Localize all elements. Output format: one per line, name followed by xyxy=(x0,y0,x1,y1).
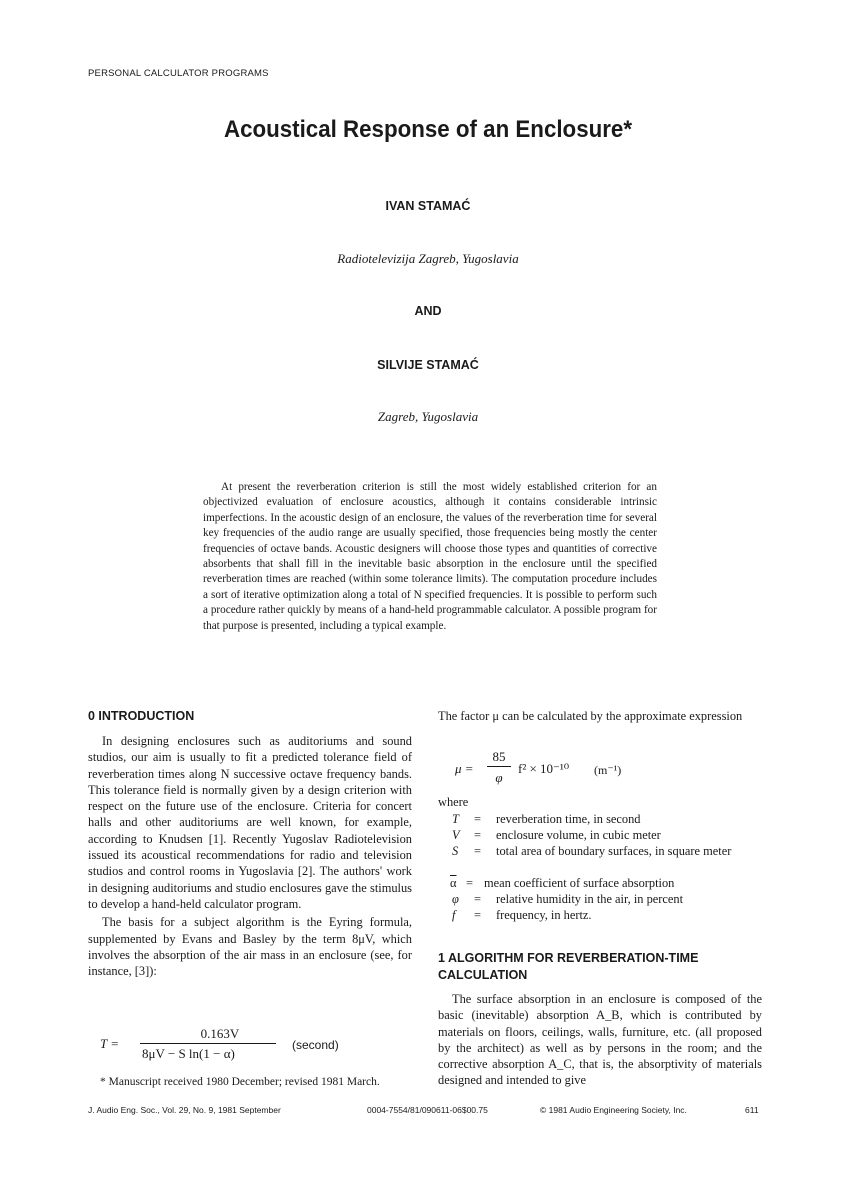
eyring-equation-lhs: T = xyxy=(100,1036,120,1051)
definition-symbol: $\overline{\alpha}$ xyxy=(450,876,457,890)
definition-equals: = xyxy=(474,812,481,826)
mu-equation-rhs: f² × 10⁻¹⁰ xyxy=(518,761,570,776)
definition-equals: = xyxy=(474,844,481,858)
definition-symbol: f xyxy=(452,908,456,922)
footer-journal: J. Audio Eng. Soc., Vol. 29, No. 9, 1981 September xyxy=(88,1105,281,1115)
mu-equation-numerator: 85 xyxy=(492,749,506,764)
definition-text: mean coefficient of surface absorption xyxy=(484,876,675,890)
page-number: 611 xyxy=(745,1105,759,1115)
definition-text: relative humidity in the air, in percent xyxy=(496,892,684,906)
mu-equation-unit: (m⁻¹) xyxy=(594,763,622,777)
definition-symbol: T xyxy=(452,812,459,826)
mu-fraction-line xyxy=(487,766,511,767)
section-heading-algorithm xyxy=(438,950,698,984)
algorithm-paragraph-1: The surface absorption in an enclosure is composed of the basic (inevitable) absorption A_B, which is contributed by materials on floors, ceilings, walls, furniture, etc. (all proposed by the architect) as well as by persons in the room; and the corrective absorption A_C, that is, the absorptivity of materials designed and intended to give xyxy=(438,992,762,1088)
author-affiliation-1: Radiotelevizija Zagreb, Yugoslavia xyxy=(337,251,519,266)
section-heading-introduction: 0 INTRODUCTION xyxy=(88,709,195,723)
definition-text: total area of boundary surfaces, in square meter xyxy=(496,844,732,858)
article-title: Acoustical Response of an Enclosure* xyxy=(223,116,633,143)
mu-equation-denominator: φ xyxy=(495,770,503,785)
definition-symbol: S xyxy=(452,844,459,858)
eyring-equation-denominator: 8μV − S ln(1 − α) xyxy=(142,1046,235,1061)
definition-equals: = xyxy=(474,892,481,906)
definitions-list xyxy=(438,811,762,931)
author-affiliation-2: Zagreb, Yugoslavia xyxy=(377,409,479,424)
footer-code: 0004-7554/81/090611-06$00.75 xyxy=(367,1105,488,1115)
definition-symbol: φ xyxy=(452,892,459,906)
introduction-paragraph-2: The basis for a subject algorithm is the Eyring formula, supplemented by Evans and Basley by the term 8μV, which involves the absorption of the air mass in an enclosure (see, for instance, [3]): xyxy=(88,915,412,979)
author-separator: AND xyxy=(414,304,442,318)
section-heading-algorithm-line-2: CALCULATION xyxy=(438,968,528,982)
definition-text: enclosure volume, in cubic meter xyxy=(496,828,661,842)
footnote: * Manuscript received 1980 December; revised 1981 March. xyxy=(100,1076,380,1088)
abstract: At present the reverberation criterion is still the most widely established criterion for an objectivized evaluation of enclosure acoustics, although it contains considerable intrinsic imperfections. In the acoustic design of an enclosure, the values of the reverberation time for several key frequencies of the audio range are usually specified, those frequencies being mostly the center frequencies of octave bands. Acoustic designers will choose those types and quantities of corrective absorbents that shall fill in the inevitable basic absorption in the enclosure until the specified reverberation times are reached (within some tolerance limits). The computation procedure includes a sort of iterative optimization along a total of N specified frequencies. It is possible to perform such a procedure rather quickly by means of a hand-held programmable calculator. A possible program for that purpose is presented, including a typical example. xyxy=(203,481,657,632)
section-heading-algorithm-line-1: 1 ALGORITHM FOR REVERBERATION-TIME xyxy=(438,951,699,965)
definition-equals: = xyxy=(466,876,473,890)
footer-copyright: © 1981 Audio Engineering Society, Inc. xyxy=(540,1105,687,1115)
definition-text: frequency, in hertz. xyxy=(496,908,592,922)
mu-equation-lhs: μ = xyxy=(455,761,474,776)
where-label: where xyxy=(438,795,469,809)
eyring-equation-unit: (second) xyxy=(292,1038,339,1052)
author-name-1: IVAN STAMAĆ xyxy=(385,199,471,213)
introduction-paragraph-1: In designing enclosures such as auditoriums and sound studios, our aim is usually to fit a predicted tolerance field of reverberation times along N successive octave frequency bands. This tolerance field is normally given by a design criterion with respect on the future use of the enclosure. Criteria for concert halls and other auditoriums are well known, for example, according to Knudsen [1]. Recently Yugoslav Radiotelevision issued its acoustical recommendations for radio and television studios and control rooms in Yugoslavia [2]. The authors' work in designing auditoriums and studio enclosures gave the stimulus to develop a hand-held calculator program. xyxy=(88,734,412,911)
definition-text: reverberation time, in second xyxy=(496,812,641,826)
introduction-text xyxy=(88,733,412,979)
author-name-2: SILVIJE STAMAĆ xyxy=(377,358,479,372)
eyring-fraction-line xyxy=(140,1043,276,1044)
definition-symbol: V xyxy=(452,828,460,842)
algorithm-text xyxy=(438,991,762,1089)
definition-equals: = xyxy=(474,908,481,922)
eyring-equation-numerator: 0.163V xyxy=(200,1026,240,1041)
running-header: PERSONAL CALCULATOR PROGRAMS xyxy=(88,68,269,79)
definition-equals: = xyxy=(474,828,481,842)
mu-intro: The factor μ can be calculated by the approximate expression xyxy=(438,709,743,723)
